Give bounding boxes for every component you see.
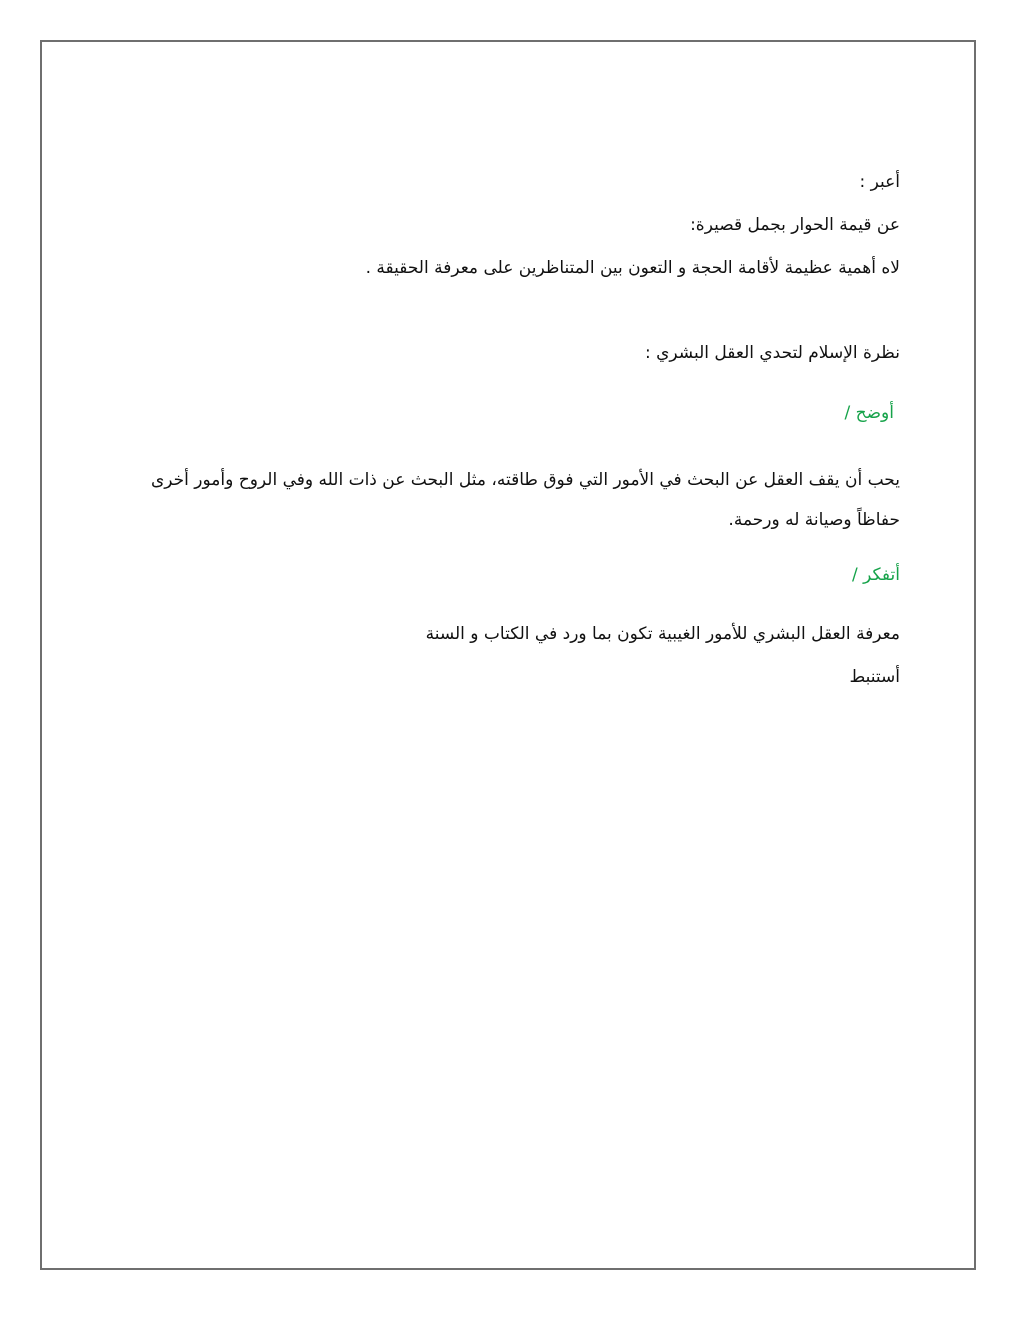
line-islam-view: نظرة الإسلام لتحدي العقل البشري : (644, 343, 900, 363)
paragraph-think: معرفة العقل البشري للأمور الغيبية تكون بما ورد في الكتاب و السنة (425, 624, 900, 644)
line-deduce: أستنبط (849, 667, 900, 687)
line-value-of-dialogue: عن قيمة الحوار بجمل قصيرة: (690, 215, 900, 235)
line-express: أعبر : (859, 172, 900, 192)
heading-think: أتفكر / (852, 565, 900, 585)
line-importance: لاه أهمية عظيمة لأقامة الحجة و التعون بين المتناظرين على معرفة الحقيقة . (365, 258, 900, 278)
paragraph-explain: يحب أن يقف العقل عن البحث في الأمور التي فوق طاقته، مثل البحث عن ذات الله وفي الروح وأمور أخرى حفاظاً وصيانة له ورحمة. (150, 470, 900, 530)
heading-explain: أوضح / (844, 403, 894, 423)
